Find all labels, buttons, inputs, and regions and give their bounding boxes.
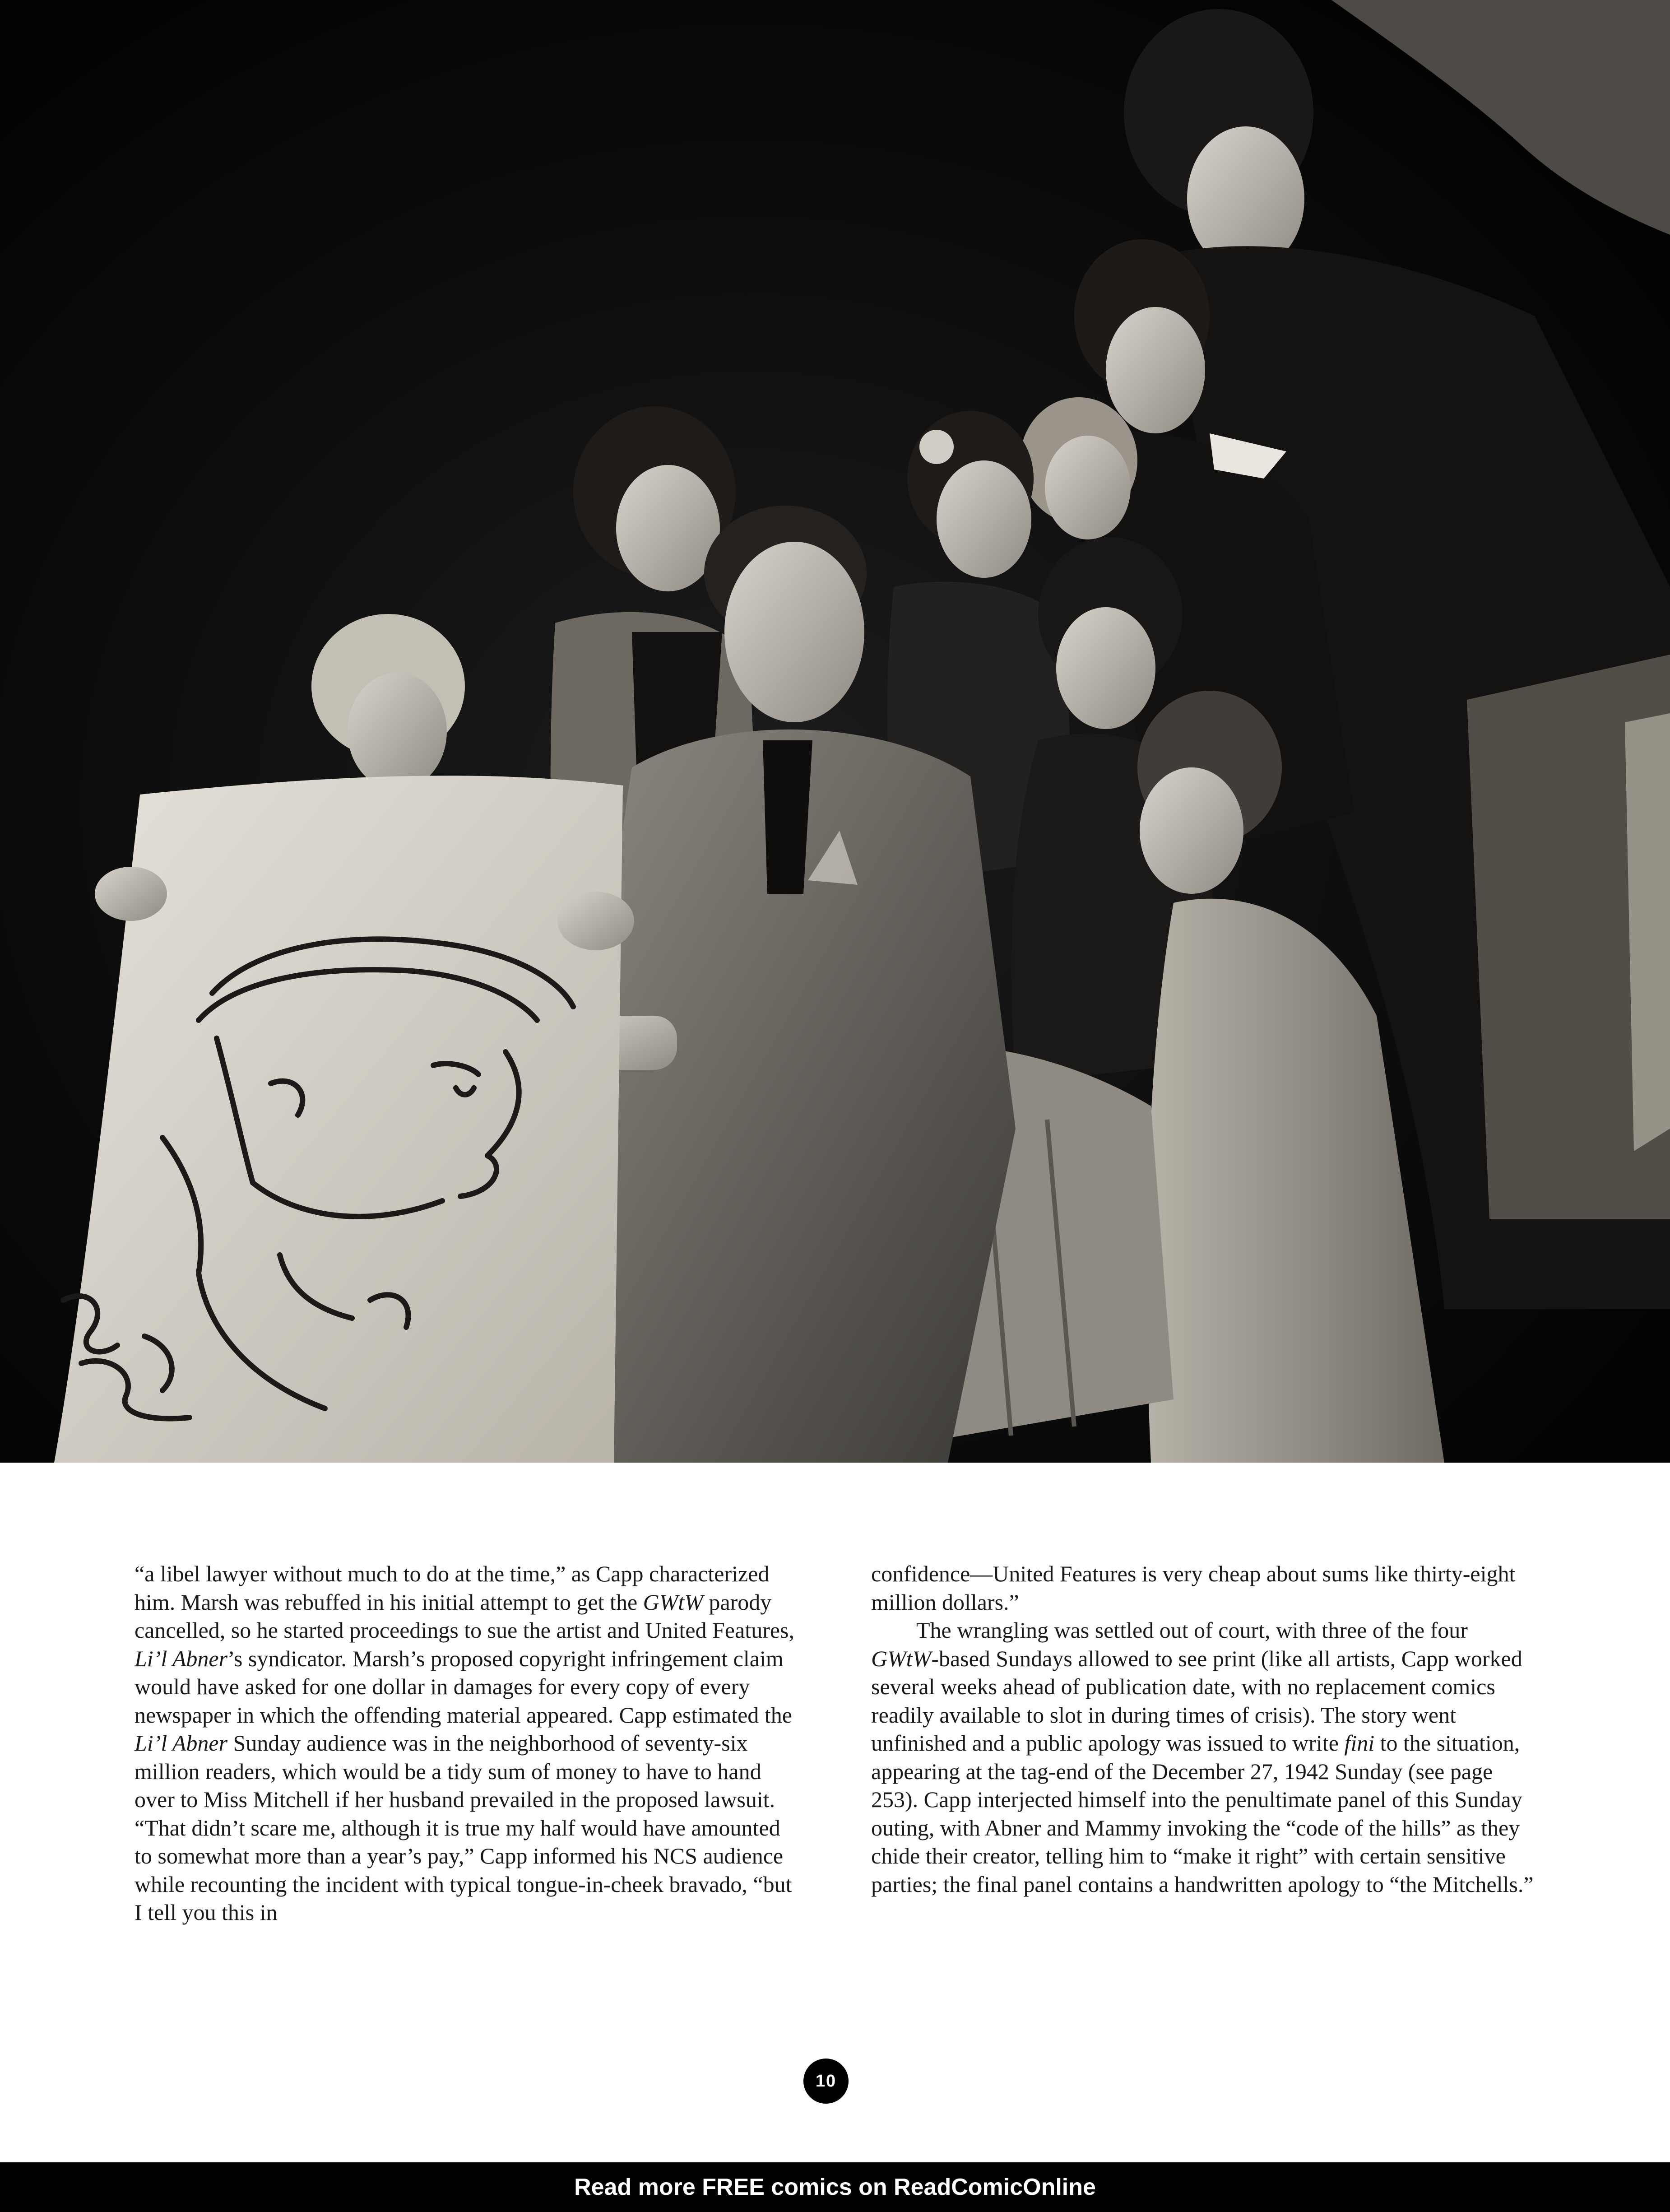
- page-number: 10: [803, 2059, 849, 2104]
- text-run: ’s syndicator. Marsh’s proposed copyright infringement claim would have asked for one dollar in damages for every copy of every newspaper in which the offending material appeared. Capp estimated the: [135, 1645, 792, 1728]
- article-column-right: [871, 1560, 1535, 2061]
- article-paragraph: [871, 1616, 1535, 1898]
- italic-text: GWtW: [871, 1645, 932, 1671]
- text-run: “a libel lawyer without much to do at the time,” as Capp characterized him. Marsh was rebuffed in his initial attempt to get the: [135, 1561, 770, 1615]
- article-paragraph: [871, 1560, 1535, 1616]
- article-paragraph: [135, 1560, 799, 1927]
- article-column-left: [135, 1560, 799, 2061]
- text-run: Sunday audience was in the neighborhood of seventy-six million readers, which would be a tidy sum of money to have to hand over to Miss Mitchell if her husband prevailed in the proposed lawsuit. “That didn’t scare me, although it is true my half would have amounted to somewhat more than a year’s pay,” Capp informed his NCS audience while recounting the incident with typical tongue-in-cheek bravado, “but I tell you this in: [135, 1730, 792, 1925]
- footer-banner: [0, 2162, 1670, 2212]
- text-run: The wrangling was settled out of court, with three of the four: [916, 1617, 1468, 1643]
- italic-text: GWtW: [643, 1589, 703, 1615]
- article-body: [135, 1560, 1535, 2061]
- text-run: confidence—United Features is very cheap about sums like thirty-eight million dollars.”: [871, 1561, 1516, 1615]
- footer-link[interactable]: Read more FREE comics on ReadComicOnline: [574, 2174, 1096, 2200]
- italic-text: Li’l Abner: [135, 1645, 228, 1671]
- italic-text: Li’l Abner: [135, 1730, 228, 1756]
- italic-text: fini: [1344, 1730, 1375, 1756]
- text-run: to the situation, appearing at the tag-end of the December 27, 1942 Sunday (see page 253). Capp interjected himself into the penultimate panel of this Sunday outing, with Abner and Mammy invoking the “code of the hills” as they chide their creator, telling him to “make it right” with certain sensitive parties; the final panel contains a handwritten apology to “the Mitchells.”: [871, 1730, 1534, 1897]
- text-run: -based Sundays allowed to see print (like all artists, Capp worked several weeks ahead of publication date, with no replacement comics readily available to slot in during times of crisis). The story went unfinished and a public apology was issued to write: [871, 1645, 1522, 1756]
- text-run: parody cancelled, so he started proceedings to sue the artist and United Features,: [135, 1589, 795, 1643]
